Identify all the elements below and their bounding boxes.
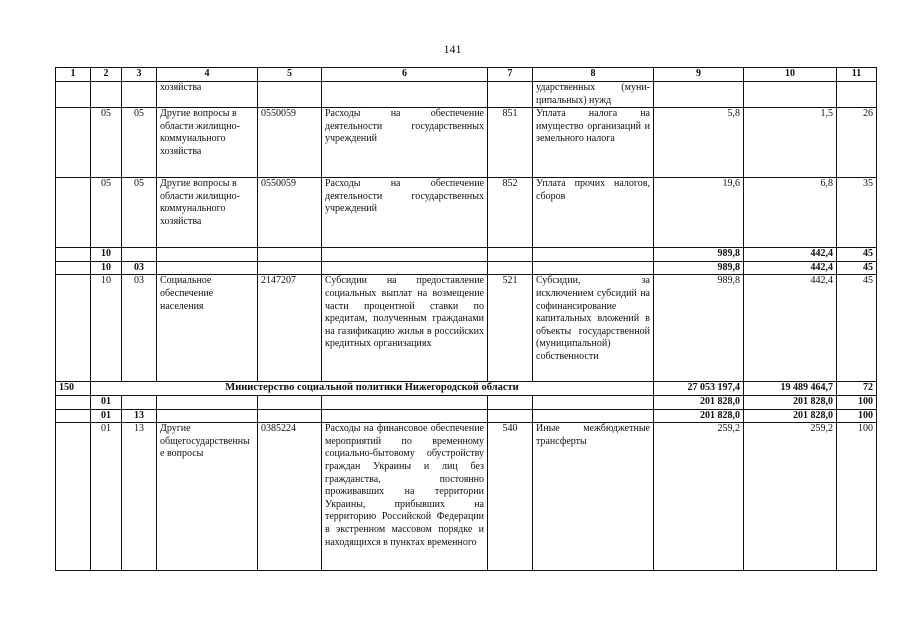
cell-target-name (322, 248, 488, 262)
header-col-9: 9 (654, 68, 744, 82)
cell-plan: 5,8 (654, 108, 744, 178)
cell-section: 01 (91, 409, 122, 423)
header-col-2: 2 (91, 68, 122, 82)
cell-plan: 989,8 (654, 248, 744, 262)
cell-expense-code (488, 395, 533, 409)
header-col-3: 3 (122, 68, 157, 82)
cell-plan: 27 053 197,4 (654, 382, 744, 396)
cell-target-code: 0550059 (258, 108, 322, 178)
cell-plan: 989,8 (654, 275, 744, 382)
cell-target-code (258, 261, 322, 275)
cell-actual: 259,2 (744, 423, 837, 571)
cell-admin (56, 82, 91, 108)
table-row (56, 178, 877, 248)
header-col-11: 11 (837, 68, 877, 82)
cell-expense-name (533, 409, 654, 423)
cell-target-name (322, 82, 488, 108)
cell-section: 10 (91, 248, 122, 262)
cell-actual: 442,4 (744, 248, 837, 262)
cell-target-code: 2147207 (258, 275, 322, 382)
header-col-5: 5 (258, 68, 322, 82)
cell-subsection-name (157, 261, 258, 275)
table-row (56, 108, 877, 178)
cell-target-code (258, 248, 322, 262)
cell-section (91, 82, 122, 108)
cell-percent: 26 (837, 108, 877, 178)
cell-subsection: 05 (122, 178, 157, 248)
cell-admin (56, 108, 91, 178)
cell-subsection-name: Другие вопросы в области жилищно-коммунального хозяйства (157, 178, 258, 248)
cell-target-code (258, 395, 322, 409)
cell-section: 10 (91, 275, 122, 382)
cell-subsection-name: Другие вопросы в области жилищно-коммунального хозяйства (157, 108, 258, 178)
cell-plan: 19,6 (654, 178, 744, 248)
cell-expense-name: Уплата налога на имущество организаций и земельного налога (533, 108, 654, 178)
header-col-10: 10 (744, 68, 837, 82)
cell-expense-code (488, 409, 533, 423)
cell-subsection: 13 (122, 423, 157, 571)
header-col-4: 4 (157, 68, 258, 82)
cell-subsection-name (157, 248, 258, 262)
cell-percent: 35 (837, 178, 877, 248)
table-row-section-total (56, 395, 877, 409)
cell-actual: 442,4 (744, 275, 837, 382)
cell-actual: 6,8 (744, 178, 837, 248)
table-row-section-total (56, 248, 877, 262)
cell-expense-name: Уплата прочих налогов, сборов (533, 178, 654, 248)
cell-expense-name (533, 395, 654, 409)
header-row (56, 68, 877, 82)
cell-plan (654, 82, 744, 108)
cell-target-code (258, 82, 322, 108)
cell-admin (56, 248, 91, 262)
cell-subsection (122, 395, 157, 409)
cell-expense-code (488, 248, 533, 262)
cell-plan: 259,2 (654, 423, 744, 571)
cell-actual: 442,4 (744, 261, 837, 275)
cell-subsection-name (157, 395, 258, 409)
header-col-6: 6 (322, 68, 488, 82)
cell-target-name: Расходы на обеспечение деятельности государственных учреждений (322, 178, 488, 248)
cell-subsection-name: Другие общегосударственные вопросы (157, 423, 258, 571)
cell-plan: 201 828,0 (654, 395, 744, 409)
cell-section: 05 (91, 108, 122, 178)
cell-target-code (258, 409, 322, 423)
cell-expense-code (488, 82, 533, 108)
ministry-title: Министерство социальной политики Нижегородской области (91, 382, 654, 396)
table-row-ministry (56, 382, 877, 396)
cell-actual (744, 82, 837, 108)
cell-expense-code (488, 261, 533, 275)
cell-percent: 100 (837, 395, 877, 409)
cell-actual: 201 828,0 (744, 409, 837, 423)
cell-target-code: 0385224 (258, 423, 322, 571)
cell-expense-code: 852 (488, 178, 533, 248)
cell-section: 10 (91, 261, 122, 275)
cell-target-name (322, 409, 488, 423)
cell-target-name: Расходы на финансовое обеспечение мероприятий по временному социально-бытовому обустройству граждан Украины и лиц без гражданства, постоянно проживавших на территории Украины, прибывших на территорию Российской Федерации в экстренном массовом порядке и находящихся в пунктах временного (322, 423, 488, 571)
cell-subsection: 03 (122, 275, 157, 382)
table-row (56, 82, 877, 108)
cell-expense-name: ударственных (муни-ципальных) нужд (533, 82, 654, 108)
cell-subsection (122, 248, 157, 262)
header-col-8: 8 (533, 68, 654, 82)
cell-admin (56, 178, 91, 248)
cell-target-name: Субсидии на предоставление социальных выплат на возмещение части процентной ставки по кредитам, полученным гражданами на газификацию жилья в российских кредитных организациях (322, 275, 488, 382)
cell-admin (56, 409, 91, 423)
cell-percent: 100 (837, 409, 877, 423)
cell-admin (56, 261, 91, 275)
cell-subsection: 05 (122, 108, 157, 178)
table-row (56, 423, 877, 571)
table-row (56, 275, 877, 382)
cell-expense-name (533, 248, 654, 262)
cell-actual: 19 489 464,7 (744, 382, 837, 396)
table-row-subsection-total (56, 261, 877, 275)
cell-expense-name (533, 261, 654, 275)
header-col-1: 1 (56, 68, 91, 82)
cell-actual: 201 828,0 (744, 395, 837, 409)
cell-expense-name: Субсидии, за исключением субсидий на софинансирование капитальных вложений в объекты государственной (муниципальной) собственности (533, 275, 654, 382)
cell-admin (56, 275, 91, 382)
cell-percent: 45 (837, 275, 877, 382)
header-col-7: 7 (488, 68, 533, 82)
cell-admin: 150 (56, 382, 91, 396)
cell-plan: 989,8 (654, 261, 744, 275)
budget-table (55, 67, 877, 571)
cell-percent: 72 (837, 382, 877, 396)
cell-expense-code: 851 (488, 108, 533, 178)
cell-percent: 45 (837, 248, 877, 262)
cell-subsection-name: Социальное обеспечение населения (157, 275, 258, 382)
cell-actual: 1,5 (744, 108, 837, 178)
cell-target-code: 0550059 (258, 178, 322, 248)
cell-expense-code: 521 (488, 275, 533, 382)
table-row-subsection-total (56, 409, 877, 423)
cell-section: 01 (91, 423, 122, 571)
cell-section: 01 (91, 395, 122, 409)
cell-admin (56, 423, 91, 571)
cell-percent: 100 (837, 423, 877, 571)
cell-section: 05 (91, 178, 122, 248)
cell-plan: 201 828,0 (654, 409, 744, 423)
cell-subsection: 13 (122, 409, 157, 423)
cell-target-name: Расходы на обеспечение деятельности государственных учреждений (322, 108, 488, 178)
cell-subsection (122, 82, 157, 108)
page-number: 141 (443, 42, 462, 56)
cell-subsection-name: хозяйства (157, 82, 258, 108)
cell-percent: 45 (837, 261, 877, 275)
cell-admin (56, 395, 91, 409)
cell-subsection-name (157, 409, 258, 423)
cell-expense-name: Иные межбюджетные трансферты (533, 423, 654, 571)
cell-expense-code: 540 (488, 423, 533, 571)
cell-subsection: 03 (122, 261, 157, 275)
cell-percent (837, 82, 877, 108)
cell-target-name (322, 395, 488, 409)
cell-target-name (322, 261, 488, 275)
